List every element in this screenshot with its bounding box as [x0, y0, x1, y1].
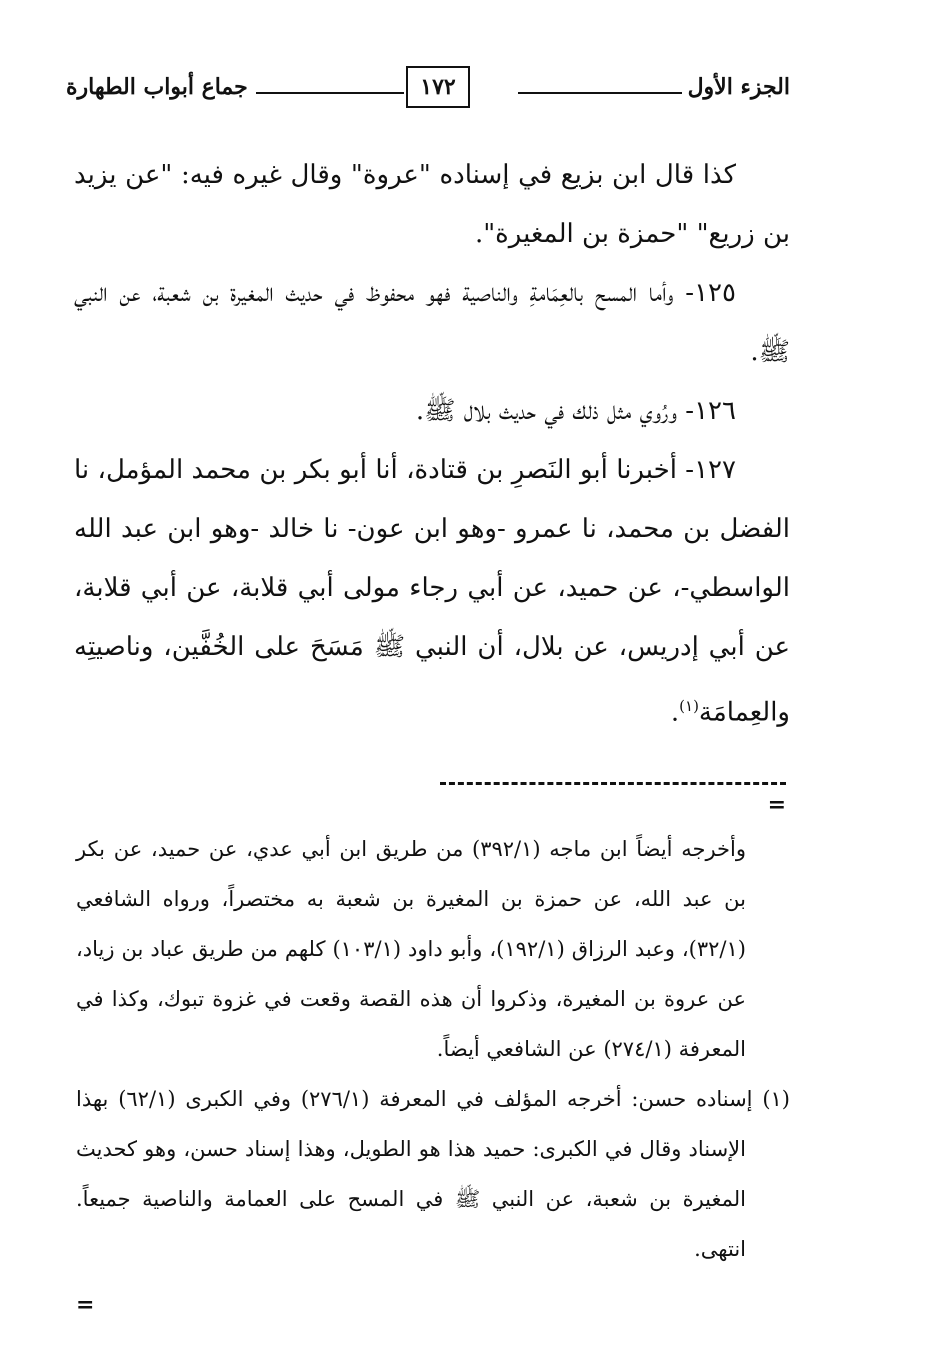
paragraph-127-end: .	[670, 697, 680, 728]
page-number: ١٧٢	[406, 66, 470, 108]
header-rule-right	[518, 92, 682, 94]
paragraph-126: ١٢٦- ورُوي مثل ذلك في حديث بلال ﷺ.	[415, 396, 736, 426]
main-text	[74, 146, 790, 743]
page-header	[66, 66, 790, 110]
paragraph-127	[74, 441, 790, 743]
footnote-continuation: وأخرجه أيضاً ابن ماجه (٣٩٢/١) من طريق ابن أبي عدي، عن حميد، عن بكر بن عبد الله، عن حمزة بن المغيرة بن شعبة به مختصراً، ورواه الشافعي (٣٢/١)، وعبد الرزاق (١٩٢/١)، وأبو داود (١٠٣/١) كلهم من طريق عباد بن زياد، عن عروة بن المغيرة، وذكروا أن هذه القصة وقعت في غزوة تبوك، وكذا في المعرفة (٢٧٤/١) عن الشافعي أيضاً.	[76, 837, 746, 1061]
paragraph-125: ١٢٥- وأما المسح بالعِمَامةِ والناصية فهو محفوظ في حديث المغيرة بن شعبة، عن النبي ﷺ.	[74, 278, 790, 367]
footnote-1: (١) إسناده حسن: أخرجه المؤلف في المعرفة (٢٧٦/١) وفي الكبرى (٦٢/١) بهذا الإسناد وقال في الكبرى: حميد هذا هو الطويل، وهذا إسناد حسن، وهو كحديث المغيرة بن شعبة، عن النبي ﷺ في المسح على العمامة والناصية جميعاً. انتهى.	[76, 1087, 790, 1261]
paragraph-1: كذا قال ابن بزيع في إسناده "عروة" وقال غيره فيه: "عن يزيد بن زريع" "حمزة بن المغيرة".	[74, 160, 790, 249]
footnote-ref-1: (١)	[679, 697, 699, 715]
volume-title: الجزء الأول	[687, 74, 790, 100]
footnote-separator	[440, 782, 786, 785]
footnotes	[76, 824, 790, 1274]
header-rule-left	[256, 92, 404, 94]
chapter-title: جماع أبواب الطهارة	[66, 74, 248, 100]
continues-mark: =	[76, 1292, 95, 1318]
continuation-mark: =	[767, 792, 786, 818]
paragraph-127-text: ١٢٧- أخبرنا أبو النَصرِ بن قتادة، أنا أبو بكر بن محمد المؤمل، نا الفضل بن محمد، نا عمرو -وهو ابن عون- نا خالد -وهو ابن عبد الله الواسطي-، عن حميد، عن أبي رجاء مولى أبي قلابة، عن أبي قلابة، عن أبي إدريس، عن بلال، أن النبي ﷺ مَسَحَ على الخُفَّين، وناصيتِه والعِمامَة	[74, 455, 790, 728]
